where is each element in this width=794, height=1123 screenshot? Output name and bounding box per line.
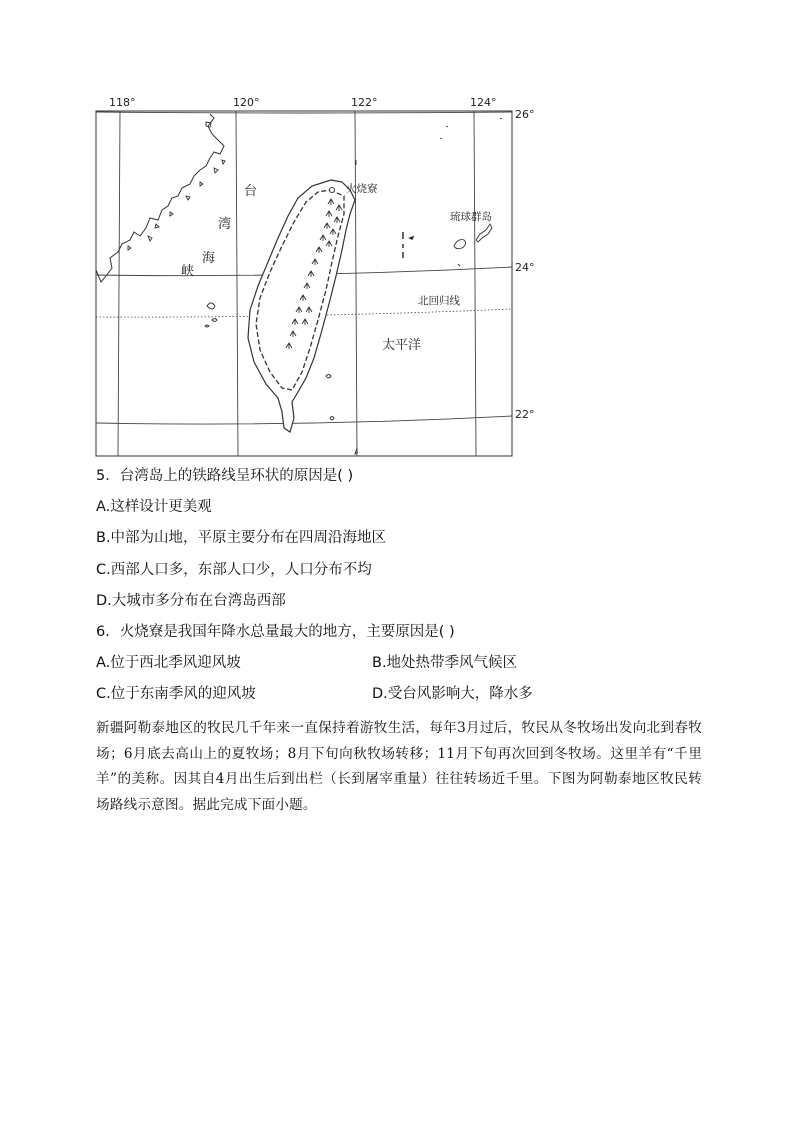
mainland-islets [128,122,225,250]
penghu-islands [205,303,217,327]
lat-label-26: 26° [515,108,535,121]
question-6-option-d: D.受台风影响大，降水多 [372,686,533,702]
altay-passage: 新疆阿勒泰地区的牧民几千年来一直保持着游牧生活，每年3月过后，牧民从冬牧场出发向北到春牧场；6月底去高山上的夏牧场；8月下旬向秋牧场转移；11月下旬再次回到冬牧场。这里羊有“千里羊”的美称。因其自4月出生后到出栏（长到屠宰重量）往往转场近千里。下图为阿勒泰地区牧民转场路线示意图。据此完成下面小题。 [96,720,702,813]
huoshaoliao-label: 火烧寮 [346,183,378,195]
question-5-option-c: C.西部人口多，东部人口少，人口分布不均 [96,562,372,578]
parallel-26 [96,112,512,113]
lon-label-120: 120° [233,96,260,109]
parallel-22 [96,416,512,424]
question-6-option-c: C.位于东南季风的迎风坡 [96,686,256,702]
diaoyu-islands [403,232,413,258]
strait-label-3: 海 [202,251,216,266]
lat-label-24: 24° [515,261,535,274]
question-6-option-b: B.地处热带季风气候区 [372,655,518,671]
pacific-label: 太平洋 [382,338,422,353]
ryukyu-islands [440,118,502,266]
question-6-option-a: A.位于西北季风迎风坡 [96,655,241,671]
strait-label-2: 湾 [218,217,232,232]
question-5-stem: 5．台湾岛上的铁路线呈环状的原因是( ) [96,468,354,484]
lon-label-118: 118° [109,96,136,109]
lon-label-124: 124° [470,96,497,109]
taiwan-island [248,180,355,432]
question-5-option-b: B.中部为山地，平原主要分布在四周沿海地区 [96,530,387,546]
question-5-option-d: D.大城市多分布在台湾岛西部 [96,593,286,609]
huoshaoliao-point [330,188,335,193]
meridian-124 [474,111,476,456]
lon-label-122: 122° [351,96,378,109]
question-5-option-a: A.这样设计更美观 [96,499,212,515]
taiwan-map [0,0,794,470]
strait-label-1: 台 [244,184,258,199]
tropic-label: 北回归线 [418,295,460,307]
meridian-120 [236,111,238,456]
strait-label-4: 峡 [181,264,195,279]
meridian-118 [118,111,120,456]
lat-label-22: 22° [515,408,535,421]
ryukyu-label: 琉球群岛 [450,211,492,223]
question-6-stem: 6．火烧寮是我国年降水总量最大的地方，主要原因是( ) [96,624,455,640]
